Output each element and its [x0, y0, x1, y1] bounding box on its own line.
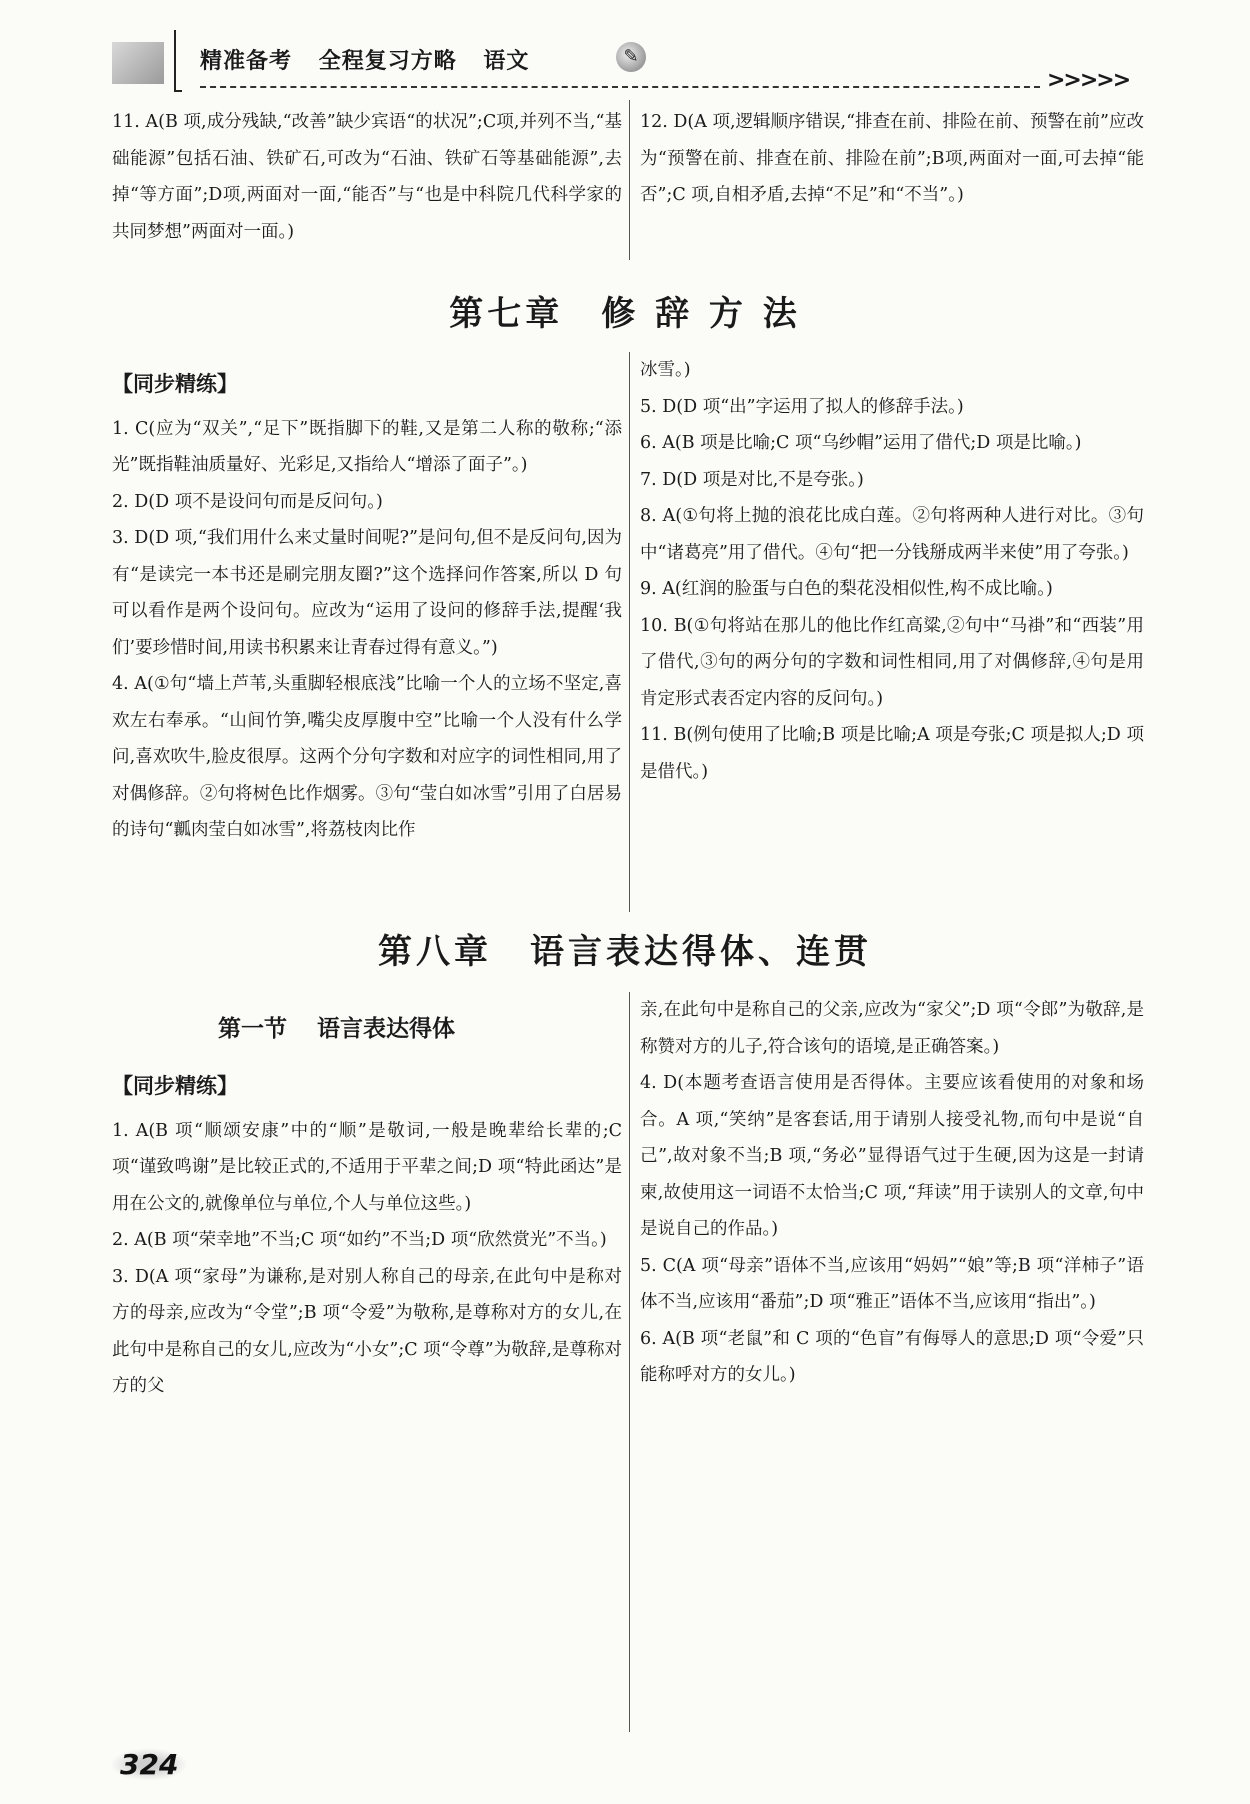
- section-number: 第一节: [218, 1016, 287, 1042]
- answer-item: 6. A(B 项“老鼠”和 C 项的“色盲”有侮辱人的意思;D 项“令爱”只能称呼对方的女儿。): [640, 1328, 1144, 1385]
- answer-item: 1. A(B 项“顺颂安康”中的“顺”是敬词,一般是晚辈给长辈的;C 项“谨致鸣谢”是比较正式的,不适用于平辈之间;D 项“特此函达”是用在公文的,就像单位与单位,个人与单位这些。): [112, 1120, 622, 1214]
- answer-item: 9. A(红润的脸蛋与白色的梨花没相似性,构不成比喻。): [640, 579, 1053, 599]
- answer-item: 4. D(本题考查语言使用是否得体。主要应该看使用的对象和场合。A 项,“笑纳”是客套话,用于请别人接受礼物,而句中是说“自己”,故对象不当;B 项,“务必”显得语气过于生硬,因为这是一封请柬,故使用这一词语不太恰当;C 项,“拜读”用于读别人的文章,句中是说自己的作品。): [640, 1073, 1144, 1239]
- header-title-part: 全程复习方略: [318, 49, 457, 74]
- chapter-name: 语言表达得体、连贯: [530, 932, 872, 972]
- answer-item: 6. A(B 项是比喻;C 项“乌纱帽”运用了借代;D 项是比喻。): [640, 433, 1082, 453]
- answer-item: 2. D(D 项不是设问句而是反问句。): [112, 491, 383, 512]
- answer-item: 8. A(①句将上抛的浪花比成白莲。②句将两种人进行对比。③句中“诸葛亮”用了借代。④句“把一分钱掰成两半来使”用了夸张。): [640, 506, 1144, 563]
- chapter-8-right-column: [640, 992, 1144, 1394]
- column-divider: [629, 992, 630, 1732]
- answer-item: 3. D(D 项,“我们用什么来丈量时间呢?”是问句,但不是反问句,因为有“是读完一本书还是刷完朋友圈?”这个选择问作答案,所以 D 句可以看作是两个设问句。应改为“运用了设问的修辞手法,提醒‘我们’要珍惜时间,用读书积累来让青春过得有意义。”): [112, 528, 622, 658]
- header-title: [200, 44, 547, 75]
- column-divider: [629, 352, 630, 912]
- header-title-part: 精准备考: [200, 49, 293, 74]
- top-right-column: [640, 104, 1144, 214]
- header-dashed-rule: [200, 86, 1040, 88]
- answer-item: 12. D(A 项,逻辑顺序错误,“排查在前、排险在前、预警在前”应改为“预警在前、排查在前、排险在前”;B项,两面对一面,可去掉“能否”;C 项,自相矛盾,去掉“不足”和“不当”。): [640, 112, 1144, 205]
- top-left-column: [112, 104, 622, 250]
- practice-heading: 【同步精练】: [112, 1074, 238, 1098]
- chapter-7-left-column: [112, 366, 622, 849]
- answer-item: 5. D(D 项“出”字运用了拟人的修辞手法。): [640, 396, 964, 417]
- leaf-icon: ✎: [616, 42, 646, 72]
- chapter-7-right-column: [640, 352, 1144, 790]
- chapter-8-title: [0, 924, 1250, 973]
- chapter-7-title: [0, 286, 1250, 335]
- answer-item: 亲,在此句中是称自己的父亲,应改为“家父”;D 项“令郎”为敬辞,是称赞对方的儿子,符合该句的语境,是正确答案。): [640, 1000, 1144, 1057]
- section-name: 语言表达得体: [317, 1016, 455, 1042]
- answer-item: 3. D(A 项“家母”为谦称,是对别人称自己的母亲,在此句中是称对方的母亲,应改为“令堂”;B 项“令爱”为敬称,是尊称对方的女儿,在此句中是称自己的女儿,应改为“小女”;C 项“令尊”为敬辞,是尊称对方的父: [112, 1266, 622, 1396]
- answer-item: 10. B(①句将站在那儿的他比作红高粱,②句中“马褂”和“西装”用了借代,③句的两分句的字数和词性相同,用了对偶修辞,④句是用肯定形式表否定内容的反问句。): [640, 615, 1144, 709]
- chapter-8-left-column: [112, 1068, 622, 1405]
- header-corner-line: [174, 30, 182, 92]
- chapter-number: 第七章: [449, 294, 564, 334]
- chapter-name: 修 辞 方 法: [601, 294, 801, 334]
- column-divider: [629, 100, 630, 260]
- page-header: [112, 38, 1144, 94]
- header-arrows: >>>>>: [1047, 68, 1130, 93]
- answer-item: 1. C(应为“双关”,“足下”既指脚下的鞋,又是第二人称的敬称;“添光”既指鞋油质量好、光彩足,又指给人“增添了面子”。): [112, 418, 622, 475]
- answer-item: 7. D(D 项是对比,不是夸张。): [640, 469, 864, 490]
- answer-item: 11. B(例句使用了比喻;B 项是比喻;A 项是夸张;C 项是拟人;D 项是借代。): [640, 725, 1144, 782]
- chapter-number: 第八章: [378, 932, 492, 972]
- practice-heading: 【同步精练】: [112, 372, 238, 396]
- header-title-part: 语文: [483, 49, 530, 74]
- answer-item: 5. C(A 项“母亲”语体不当,应该用“妈妈”“娘”等;B 项“洋柿子”语体不当,应该用“番茄”;D 项“雅正”语体不当,应该用“指出”。): [640, 1255, 1144, 1312]
- answer-item: 冰雪。): [640, 360, 691, 380]
- answer-item: 4. A(①句“墙上芦苇,头重脚轻根底浅”比喻一个人的立场不坚定,喜欢左右奉承。“山间竹笋,嘴尖皮厚腹中空”比喻一个人没有什么学问,喜欢吹牛,脸皮很厚。这两个分句字数和对应字的词性相同,用了对偶修辞。②句将树色比作烟雾。③句“莹白如冰雪”引用了白居易的诗句“瓤肉莹白如冰雪”,将荔枝肉比作: [112, 674, 622, 840]
- answer-item: 11. A(B 项,成分残缺,“改善”缺少宾语“的状况”;C项,并列不当,“基础能源”包括石油、铁矿石,可改为“石油、铁矿石等基础能源”,去掉“等方面”;D项,两面对一面,“能否”与“也是中科院几代科学家的共同梦想”两面对一面。): [112, 112, 622, 242]
- section-title: [218, 1010, 455, 1043]
- header-corner-block: [112, 42, 164, 84]
- page-number: 324: [110, 1748, 188, 1781]
- answer-item: 2. A(B 项“荣幸地”不当;C 项“如约”不当;D 项“欣然赏光”不当。): [112, 1230, 607, 1250]
